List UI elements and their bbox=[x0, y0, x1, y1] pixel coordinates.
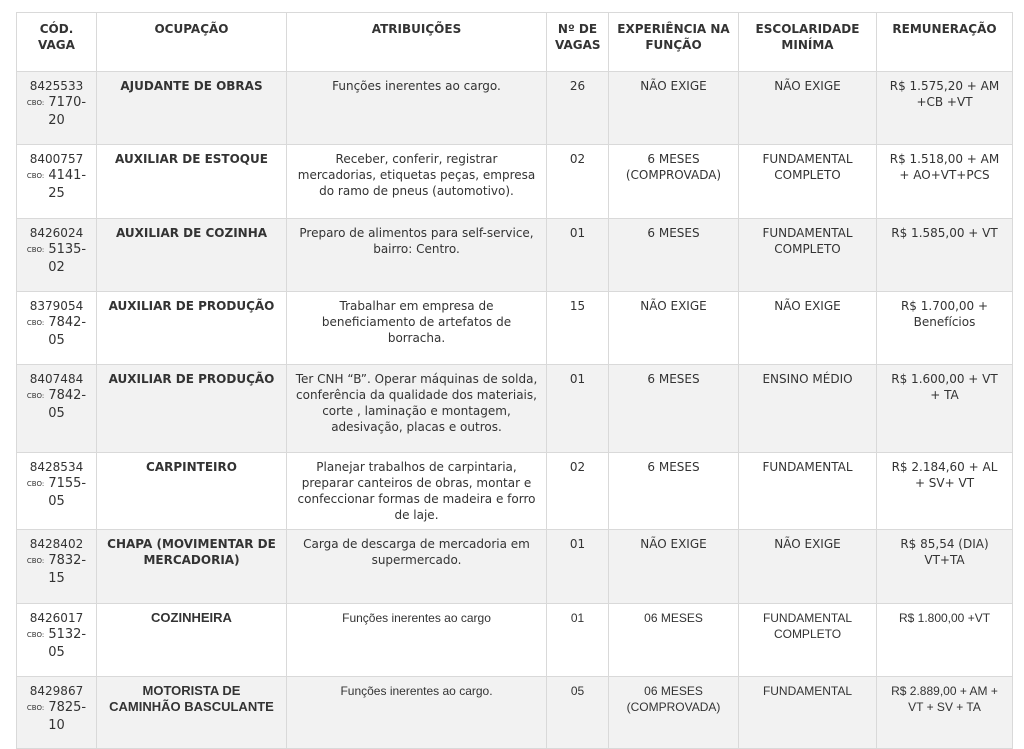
education: ENSINO MÉDIO bbox=[739, 365, 877, 453]
occupation: AUXILIAR DE PRODUÇÃO bbox=[97, 292, 287, 365]
experience: NÃO EXIGE bbox=[609, 530, 739, 604]
code-number: 8428402 bbox=[29, 537, 84, 551]
duties: Preparo de alimentos para self-service, bairro: Centro. bbox=[287, 219, 547, 292]
job-vacancies-table bbox=[16, 12, 1013, 749]
vacancy-code bbox=[17, 604, 97, 677]
occupation: COZINHEIRA bbox=[97, 604, 287, 677]
pay: R$ 85,54 (DIA) VT+TA bbox=[877, 530, 1013, 604]
code-number: 8426017 bbox=[29, 611, 84, 625]
header-pay: REMUNERAÇÃO bbox=[877, 13, 1013, 72]
code-number: 8407484 bbox=[29, 372, 84, 386]
code-number: 8379054 bbox=[29, 299, 84, 313]
experience: 06 MESES bbox=[609, 604, 739, 677]
experience: 6 MESES bbox=[609, 453, 739, 530]
vacancies: 02 bbox=[547, 453, 609, 530]
pay: R$ 1.575,20 + AM +CB +VT bbox=[877, 72, 1013, 145]
vacancy-code bbox=[17, 292, 97, 365]
table-header-row bbox=[17, 13, 1013, 72]
experience: NÃO EXIGE bbox=[609, 72, 739, 145]
code-number: 8426024 bbox=[29, 226, 84, 240]
vacancy-code bbox=[17, 145, 97, 219]
cbo-code: CBO: 7832-15 bbox=[26, 553, 87, 586]
education: FUNDAMENTAL COMPLETO bbox=[739, 145, 877, 219]
occupation: AUXILIAR DE ESTOQUE bbox=[97, 145, 287, 219]
pay: R$ 1.700,00 + Benefícios bbox=[877, 292, 1013, 365]
table-row bbox=[17, 453, 1013, 530]
vacancy-code bbox=[17, 365, 97, 453]
vacancy-code bbox=[17, 453, 97, 530]
cbo-code: CBO: 4141-25 bbox=[26, 168, 87, 201]
education: NÃO EXIGE bbox=[739, 72, 877, 145]
vacancies: 05 bbox=[547, 677, 609, 749]
header-duties: ATRIBUIÇÕES bbox=[287, 13, 547, 72]
code-number: 8400757 bbox=[29, 152, 84, 166]
pay: R$ 2.889,00 + AM + VT + SV + TA bbox=[877, 677, 1013, 749]
vacancy-code bbox=[17, 530, 97, 604]
header-code: CÓD. VAGA bbox=[17, 13, 97, 72]
occupation: CARPINTEIRO bbox=[97, 453, 287, 530]
duties: Funções inerentes ao cargo. bbox=[287, 677, 547, 749]
table-row bbox=[17, 145, 1013, 219]
occupation: MOTORISTA DE CAMINHÃO BASCULANTE bbox=[97, 677, 287, 749]
education: FUNDAMENTAL bbox=[739, 677, 877, 749]
cbo-code: CBO: 7842-05 bbox=[26, 315, 87, 348]
duties: Trabalhar em empresa de beneficiamento de artefatos de borracha. bbox=[287, 292, 547, 365]
header-experience: EXPERIÊNCIA NA FUNÇÃO bbox=[609, 13, 739, 72]
duties: Receber, conferir, registrar mercadorias, etiquetas peças, empresa do ramo de pneus (automotivo). bbox=[287, 145, 547, 219]
code-number: 8428534 bbox=[29, 460, 84, 474]
cbo-code: CBO: 7825-10 bbox=[26, 700, 87, 733]
pay: R$ 2.184,60 + AL + SV+ VT bbox=[877, 453, 1013, 530]
experience: NÃO EXIGE bbox=[609, 292, 739, 365]
duties: Ter CNH “B”. Operar máquinas de solda, conferência da qualidade dos materiais, corte , laminação e montagem, adesivação, placas e outros. bbox=[287, 365, 547, 453]
table-row bbox=[17, 677, 1013, 749]
experience: 6 MESES (COMPROVADA) bbox=[609, 145, 739, 219]
table-row bbox=[17, 72, 1013, 145]
vacancies: 01 bbox=[547, 219, 609, 292]
vacancies: 01 bbox=[547, 530, 609, 604]
table-row bbox=[17, 365, 1013, 453]
vacancies: 01 bbox=[547, 365, 609, 453]
duties: Planejar trabalhos de carpintaria, preparar canteiros de obras, montar e confeccionar formas de madeira e forro de laje. bbox=[287, 453, 547, 530]
pay: R$ 1.585,00 + VT bbox=[877, 219, 1013, 292]
cbo-code: CBO: 5132-05 bbox=[26, 627, 87, 660]
code-number: 8425533 bbox=[29, 79, 84, 93]
table-row bbox=[17, 292, 1013, 365]
education: FUNDAMENTAL bbox=[739, 453, 877, 530]
pay: R$ 1.518,00 + AM + AO+VT+PCS bbox=[877, 145, 1013, 219]
pay: R$ 1.800,00 +VT bbox=[877, 604, 1013, 677]
experience: 6 MESES bbox=[609, 219, 739, 292]
vacancies: 26 bbox=[547, 72, 609, 145]
occupation: AUXILIAR DE PRODUÇÃO bbox=[97, 365, 287, 453]
vacancy-code bbox=[17, 219, 97, 292]
cbo-code: CBO: 7842-05 bbox=[26, 388, 87, 421]
table-row bbox=[17, 530, 1013, 604]
cbo-code: CBO: 5135-02 bbox=[26, 242, 87, 275]
vacancies: 02 bbox=[547, 145, 609, 219]
experience: 6 MESES bbox=[609, 365, 739, 453]
duties: Funções inerentes ao cargo. bbox=[287, 72, 547, 145]
cbo-code: CBO: 7155-05 bbox=[26, 476, 87, 509]
education: FUNDAMENTAL COMPLETO bbox=[739, 219, 877, 292]
occupation: AJUDANTE DE OBRAS bbox=[97, 72, 287, 145]
duties: Carga de descarga de mercadoria em supermercado. bbox=[287, 530, 547, 604]
education: NÃO EXIGE bbox=[739, 292, 877, 365]
education: FUNDAMENTAL COMPLETO bbox=[739, 604, 877, 677]
cbo-code: CBO: 7170-20 bbox=[26, 95, 87, 128]
duties: Funções inerentes ao cargo bbox=[287, 604, 547, 677]
header-education: ESCOLARIDADE MINÍMA bbox=[739, 13, 877, 72]
pay: R$ 1.600,00 + VT + TA bbox=[877, 365, 1013, 453]
experience: 06 MESES (COMPROVADA) bbox=[609, 677, 739, 749]
occupation: CHAPA (MOVIMENTAR DE MERCADORIA) bbox=[97, 530, 287, 604]
code-number: 8429867 bbox=[29, 684, 84, 698]
vacancy-code bbox=[17, 72, 97, 145]
header-vacancies: Nº DE VAGAS bbox=[547, 13, 609, 72]
occupation: AUXILIAR DE COZINHA bbox=[97, 219, 287, 292]
table-row bbox=[17, 219, 1013, 292]
vacancy-code bbox=[17, 677, 97, 749]
header-occupation: OCUPAÇÃO bbox=[97, 13, 287, 72]
vacancies: 15 bbox=[547, 292, 609, 365]
education: NÃO EXIGE bbox=[739, 530, 877, 604]
table-row bbox=[17, 604, 1013, 677]
vacancies: 01 bbox=[547, 604, 609, 677]
